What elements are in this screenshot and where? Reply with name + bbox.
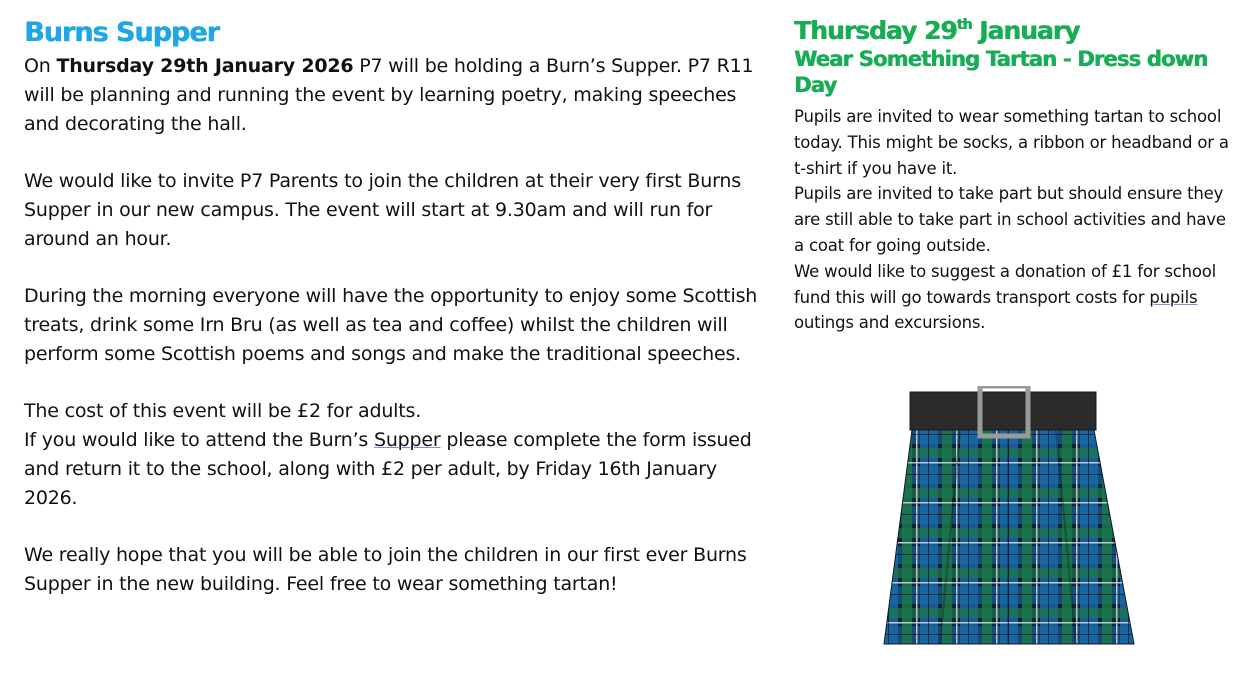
tartan-day-body — [794, 104, 1234, 336]
burns-supper-heading: Burns Supper — [24, 17, 219, 48]
tartan-day-date — [794, 16, 1234, 46]
intro-text-start: On — [24, 55, 57, 77]
donation-text-underlined: pupils — [1149, 287, 1198, 307]
event-date: Thursday 29th January 2026 — [56, 55, 354, 77]
attend-text-underlined: Supper — [373, 429, 441, 451]
date-suffix: th — [956, 17, 972, 33]
date-month: January — [971, 16, 1080, 45]
burns-supper-body — [24, 52, 769, 599]
donation-text-start: We would like to suggest a donation of £1 for school fund this will go towards transport costs for — [794, 261, 1217, 307]
cost-line: The cost of this event will be £2 for adults. — [24, 400, 422, 422]
attend-text-end: please complete the form issued and return it to the school, along with £2 per adult, by Friday 16th January 2026. — [24, 429, 752, 509]
tartan-day-heading: Wear Something Tartan - Dress down Day — [794, 47, 1208, 97]
cost-paragraph — [24, 397, 769, 513]
tartan-participation-text: Pupils are invited to take part but should ensure they are still able to take part in school activities and have a coat for going outside. — [794, 184, 1226, 255]
morning-paragraph: During the morning everyone will have the opportunity to enjoy some Scottish treats, drink some Irn Bru (as well as tea and coffee) whilst the children will perform some Scottish poems and songs and make the traditional speeches. — [24, 285, 758, 365]
invite-paragraph: We would like to invite P7 Parents to join the children at their very first Burns Supper in our new campus. The event will start at 9.30am and will run for around an hour. — [24, 170, 741, 250]
intro-paragraph — [24, 52, 769, 139]
tartan-kilt-icon — [880, 386, 1136, 658]
attend-text-start: If you would like to attend the Burn’s — [24, 429, 374, 451]
donation-text — [794, 259, 1234, 336]
burns-supper-section — [24, 14, 769, 627]
tartan-invite-text: Pupils are invited to wear something tartan to school today. This might be socks, a ribbon or headband or a t-shirt if you have it. — [794, 107, 1229, 178]
donation-text-end: outings and excursions. — [794, 313, 986, 333]
closing-paragraph: We really hope that you will be able to join the children in our first ever Burns Supper in the new building. Feel free to wear something tartan! — [24, 544, 747, 595]
tartan-day-section — [794, 16, 1234, 336]
intro-text-end: P7 will be holding a Burn’s Supper. P7 R11 will be planning and running the event by learning poetry, making speeches and decorating the hall. — [24, 55, 754, 135]
date-text: Thursday 29 — [794, 16, 957, 45]
